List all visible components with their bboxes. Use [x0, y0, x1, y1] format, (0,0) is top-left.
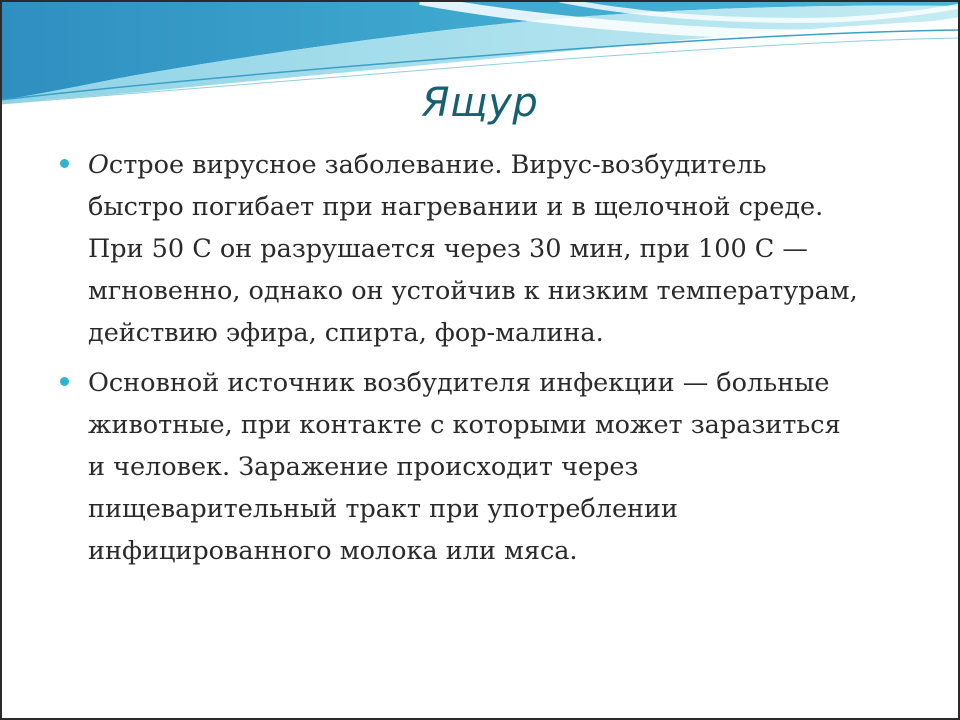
- slide-body: [60, 144, 860, 580]
- bullet-dot-icon: [60, 159, 69, 168]
- slide-title: Ящур: [421, 80, 539, 126]
- bullet-item-1: [60, 144, 860, 354]
- bullet-1-first-letter: О: [88, 150, 109, 180]
- bullet-1-text: строе вирусное заболевание. Вирус-возбудитель быстро погибает при нагревании и в щелочной среде. При 50 С он разрушается через 30 мин, при 100 С — мгновенно, однако он устойчив к низким температурам, действию эфира, спирта, фор-малина.: [88, 150, 858, 348]
- bullet-dot-icon: [60, 377, 69, 386]
- bullet-item-2: [60, 362, 860, 572]
- bullet-2-text: Основной источник возбудителя инфекции — больные животные, при контакте с которыми может заразиться и человек. Заражение происходит через пищеварительный тракт при употреблении инфицированного молока или мяса.: [88, 368, 841, 566]
